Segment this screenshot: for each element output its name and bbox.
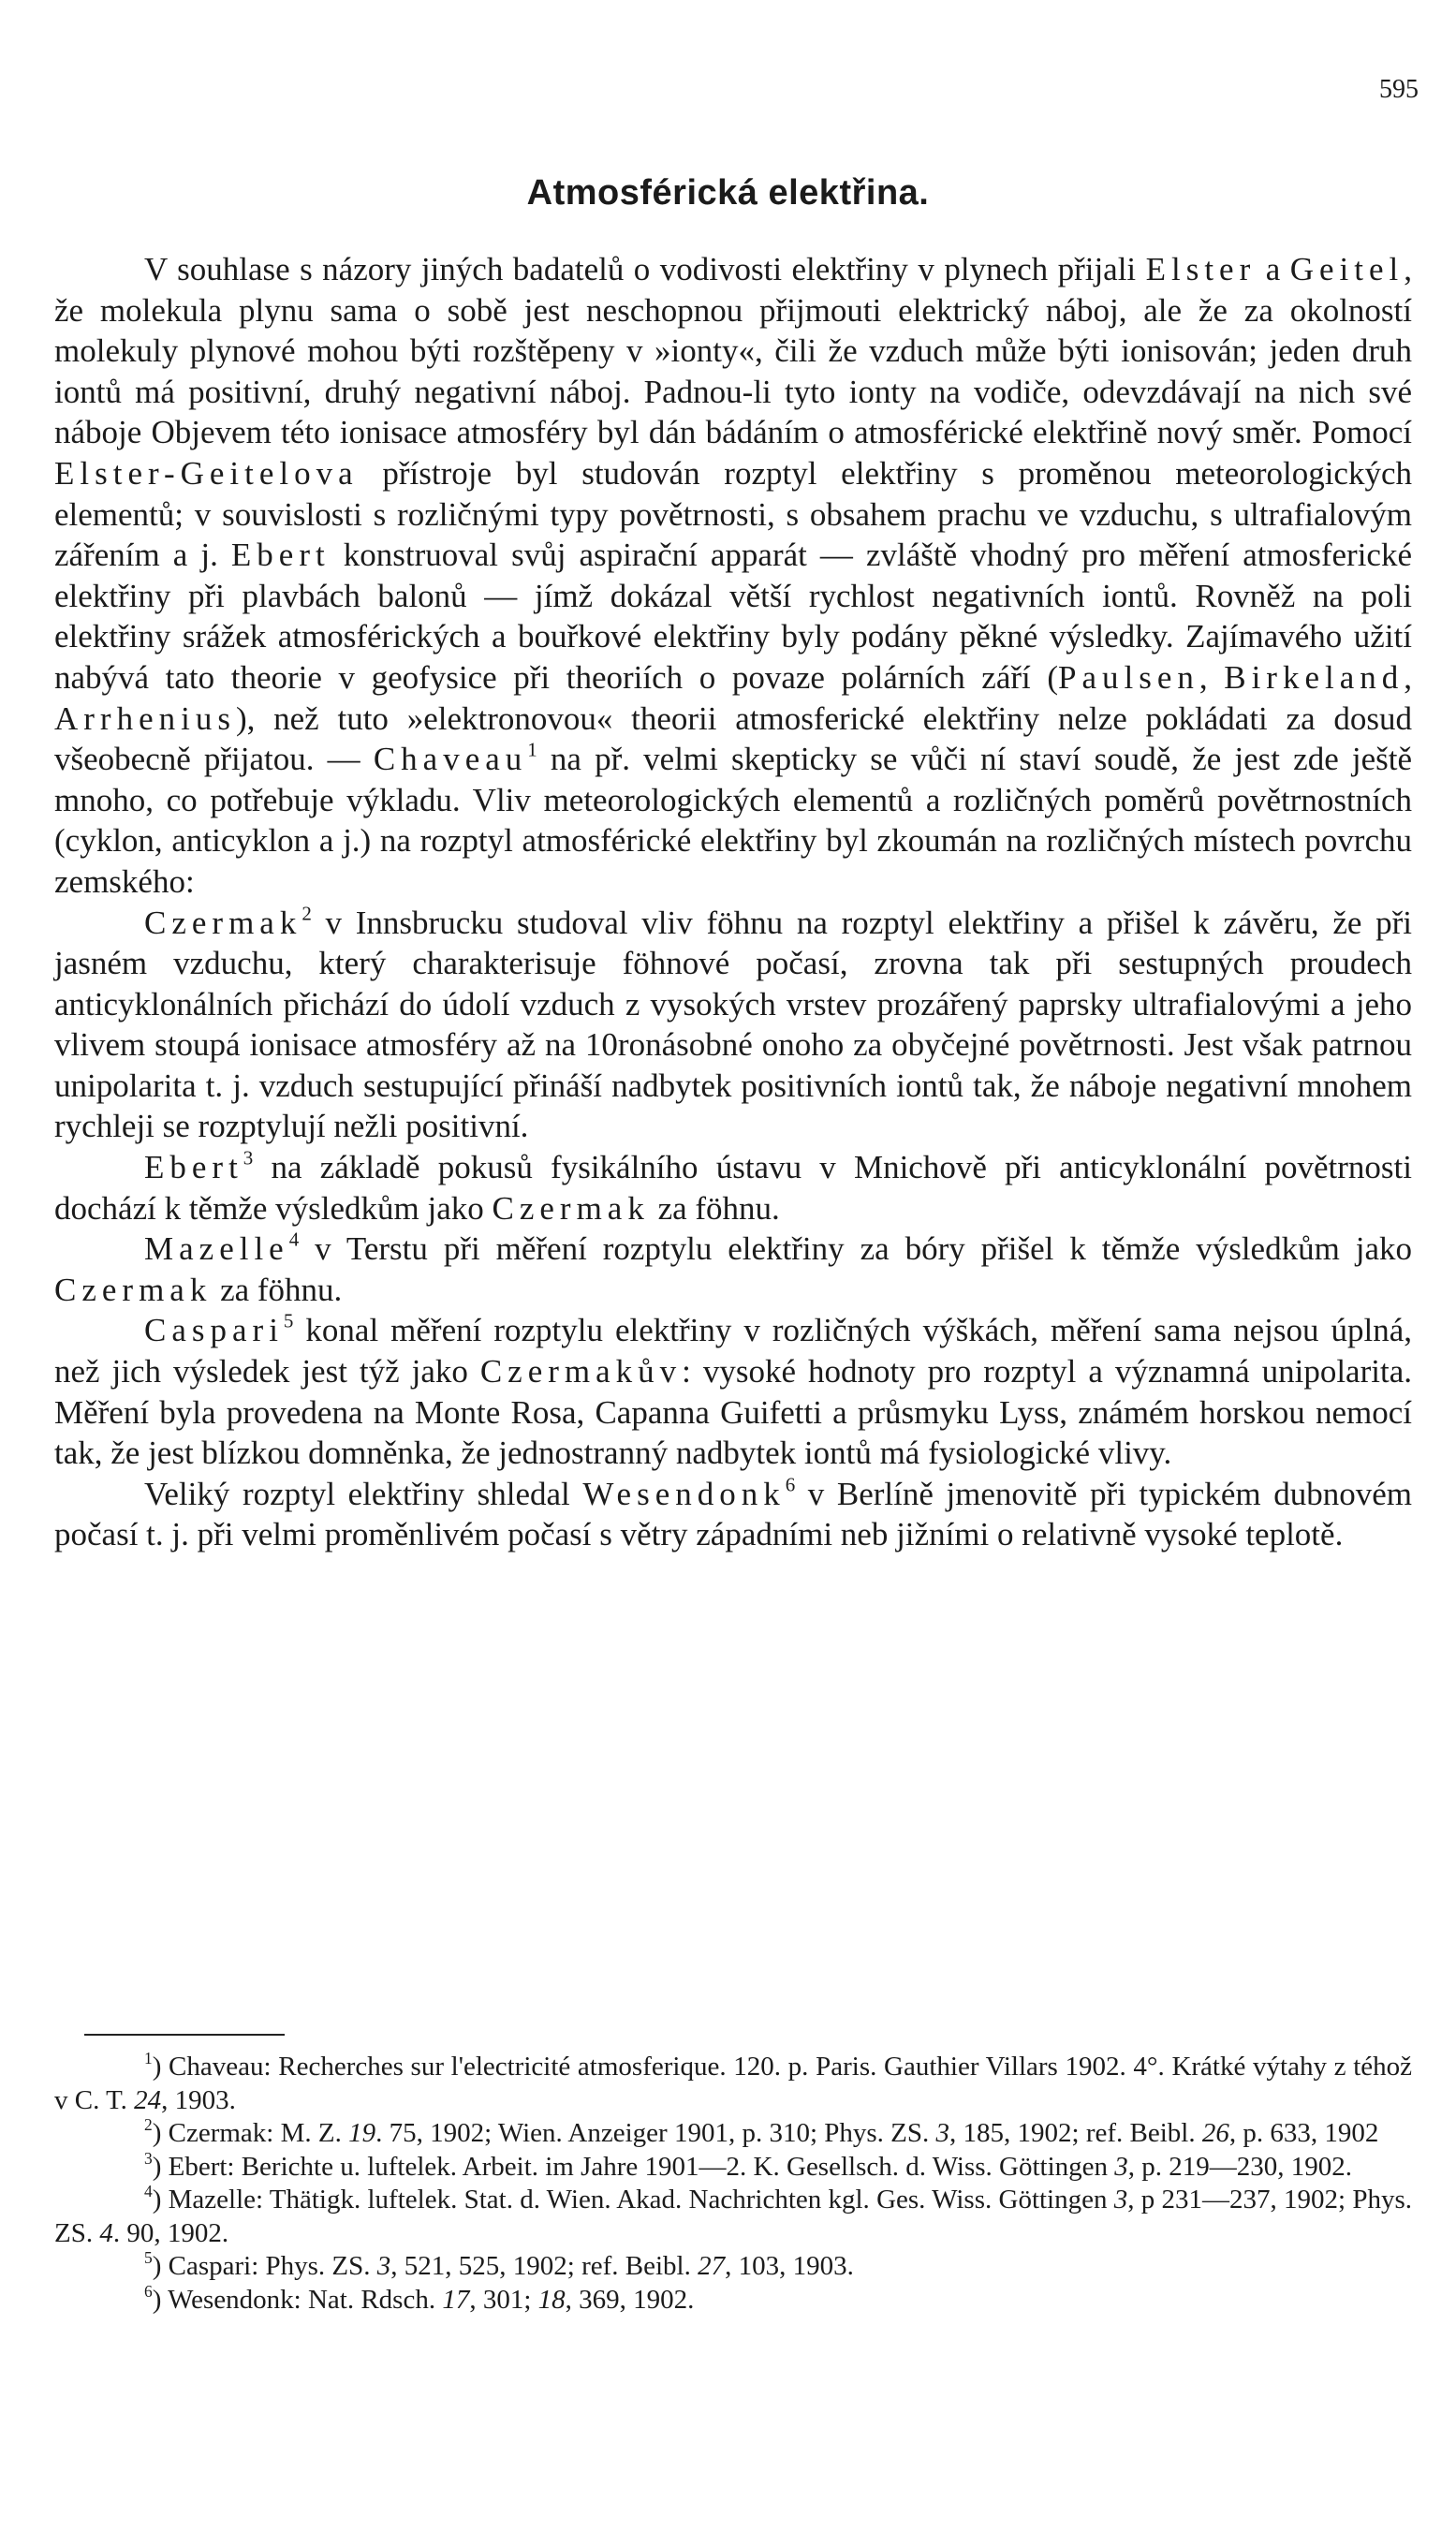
spaced-name: Elster-Geitelova: [54, 454, 359, 492]
page-number: 595: [1379, 75, 1419, 104]
spaced-name: Mazelle: [144, 1230, 289, 1268]
footnote-ref: 3: [144, 2148, 153, 2168]
text-run: ) Wesendonk: Nat. Rdsch.: [152, 2284, 443, 2315]
text-run: , že molekula plynu sama o sobě jest neschopnou přijmouti elektrický náboj, ale že za okolností molekuly plynové mohou býti rozštěpeny v »ionty«, čili že vzduch může býti ionisován; jeden druh iontů má positivní, druhý negativní náboj. Padnou-li tyto ionty na vodiče, odevzdávají na nich své náboje Objevem této ionisace atmosféry byl dán bádáním o atmosférické elektřině nový směr. Pomocí: [54, 251, 1412, 451]
text-run: Veliký rozptyl elektřiny shledal: [144, 1475, 583, 1512]
text-run: a: [1256, 251, 1290, 287]
footnote: [54, 2281, 1412, 2318]
text-run: . 90, 1902.: [112, 2217, 229, 2248]
body-paragraph: [54, 903, 1412, 1148]
body-paragraph: [54, 1310, 1412, 1473]
text-run: ) Ebert: Berichte u. luftelek. Arbeit. im Jahre 1901—2. K. Gesellsch. d. Wiss. Göttingen: [152, 2151, 1115, 2182]
spaced-name: Ebert: [144, 1149, 243, 1186]
footnote-divider: [84, 2034, 285, 2036]
footnote: [54, 2048, 1412, 2117]
spaced-name: Czermak: [492, 1189, 650, 1227]
spaced-name: Chaveau: [373, 741, 528, 778]
text-run: za föhnu.: [649, 1189, 780, 1227]
footnotes: [54, 2048, 1412, 2317]
text-run: na základě pokusů fysikálního ústavu v Mnichově při anticyklonální povětrnosti dochází k těmže výsledkům jako: [54, 1149, 1412, 1227]
text-run: , 521, 525, 1902; ref. Beibl.: [390, 2251, 699, 2281]
footnote-ref: 1: [527, 738, 537, 761]
footnote: [54, 2181, 1412, 2250]
spaced-name: Geitel: [1289, 251, 1405, 287]
footnote-ref: 3: [243, 1146, 254, 1170]
footnote-ref: 1: [144, 2048, 153, 2067]
text-run: , p. 633, 1902: [1228, 2118, 1379, 2148]
footnote-ref: 2: [301, 901, 312, 924]
text-run: , p 231—237, 1902; Phys. ZS.: [54, 2185, 1412, 2248]
body-paragraph: [54, 1229, 1412, 1310]
text-run: , 369, 1902.: [565, 2284, 695, 2315]
text-run: 3: [1113, 2185, 1128, 2215]
body-paragraph: [54, 1147, 1412, 1229]
footnote-ref: 4: [288, 1228, 300, 1251]
spaced-name: Czermakův: [479, 1353, 683, 1391]
text-run: ) Czermak: M. Z.: [152, 2118, 349, 2148]
footnote-ref: 5: [283, 1309, 294, 1332]
text-run: přístroje byl studován rozptyl elektřiny s proměnou meteorologických elementů; v souvislosti s rozličnými typy povětrnosti, s obsahem prachu ve vzduchu, s ultrafialovým zářením a j.: [54, 454, 1412, 574]
text-run: , 103, 1903.: [725, 2251, 854, 2281]
text-run: 4: [99, 2217, 113, 2248]
text-run: 3: [935, 2118, 950, 2148]
footnote: [54, 2114, 1412, 2151]
body-paragraph: [54, 249, 1412, 903]
text-run: . 75, 1902; Wien. Anzeiger 1901, p. 310; Phys. ZS.: [375, 2118, 936, 2148]
text-run: 24: [134, 2084, 162, 2115]
text-run: konal měření rozptylu elektřiny v rozličných výškách, měření sama nejsou úplná, než jich výsledek jest týž jako: [54, 1312, 1412, 1391]
text-run: ) Chaveau: Recherches sur l'electricité atmosferique. 120. p. Paris. Gauthier Villars 1902. 4°. Krátké výtahy z téhož v C. T.: [54, 2052, 1412, 2115]
spaced-name: Caspari: [144, 1312, 284, 1349]
footnote-ref: 4: [144, 2181, 153, 2200]
text-run: ,: [1404, 658, 1412, 696]
footnote-ref: 6: [144, 2281, 153, 2301]
text-run: 3: [1114, 2151, 1128, 2182]
spaced-name: Birkeland: [1224, 658, 1405, 696]
text-run: 3: [376, 2251, 391, 2281]
text-run: ) Mazelle: Thätigk. luftelek. Stat. d. Wien. Akad. Nachrichten kgl. Ges. Wiss. Göttingen: [152, 2185, 1114, 2215]
text-run: ,: [1199, 658, 1225, 696]
article-title: Atmosférická elektřina.: [526, 173, 930, 213]
text-run: 17: [442, 2284, 470, 2315]
text-run: za föhnu.: [212, 1271, 343, 1308]
article-body: [54, 249, 1412, 1555]
text-run: , p. 219—230, 1902.: [1127, 2151, 1353, 2182]
text-run: 26: [1201, 2118, 1229, 2148]
text-run: v Innsbrucku studoval vliv föhnu na rozptyl elektřiny a přišel k závěru, že při jasném vzduchu, který charakterisuje föhnové počasí, zrovna tak při sestupných proudech anticyklonálních přichází do údolí vzduch z vysokých vrstev prozářený paprsky ultrafialovými a jeho vlivem stoupá ionisace atmosféry až na 10ronásobné onoho za obyčejné povětrnosti. Jest však patrnou unipolarita t. j. vzduch sestupující přináší nadbytek positivních iontů tak, že náboje negativní mnohem rychleji se rozptylují nežli positivní.: [54, 904, 1412, 1145]
text-run: 27: [698, 2251, 726, 2281]
text-run: ), než tuto »elektronovou« theorii atmosferické elektřiny nelze pokládati za dosud všeobecně přijatou. —: [54, 699, 1412, 778]
text-run: v Terstu při měření rozptylu elektřiny za bóry přišel k těmže výsledkům jako: [299, 1230, 1412, 1268]
text-run: ) Caspari: Phys. ZS.: [152, 2251, 377, 2281]
text-run: , 1903.: [161, 2084, 236, 2115]
text-run: na př. velmi skepticky se vůči ní staví soudě, že jest zde ještě mnoho, co potřebuje výkladu. Vliv meteorologických elementů a rozličných poměrů povětrnostních (cyklon, anticyklon a j.) na rozptyl atmosférické elektřiny byl zkoumán na rozličných místech povrchu zemského:: [54, 741, 1413, 900]
text-run: konstruoval svůj aspirační apparát — zvláště vhodný pro měření atmosferické elektřiny při plavbách balonů — jímž dokázal větší rychlost negativních iontů. Rovněž na poli elektřiny srážek atmosférických a bouřkové elektřiny byly podány pěkné výsledky. Zajímavého užití nabývá tato theorie v geofysice při theoriích o povaze polárních září (: [54, 537, 1412, 696]
footnote-ref: 6: [785, 1473, 796, 1496]
spaced-name: Paulsen: [1057, 658, 1199, 696]
text-run: , 301;: [469, 2284, 538, 2315]
spaced-name: Ebert: [230, 537, 331, 574]
spaced-name: Czermak: [144, 904, 302, 941]
spaced-name: Wesendonk: [582, 1475, 786, 1512]
footnote: [54, 2148, 1412, 2185]
footnote-ref: 2: [144, 2114, 153, 2134]
footnote: [54, 2247, 1412, 2284]
spaced-name: Arrhenius: [54, 699, 236, 737]
spaced-name: Elster: [1145, 251, 1257, 287]
text-run: V souhlase s názory jiných badatelů o vodivosti elektřiny v plynech přijali: [144, 251, 1146, 287]
text-run: , 185, 1902; ref. Beibl.: [949, 2118, 1202, 2148]
spaced-name: Czermak: [54, 1271, 213, 1308]
text-run: v Berlíně jmenovitě při typickém dubnovém počasí t. j. při velmi proměnlivém počasí s větry západními neb jižními o relativně vysoké teplotě.: [54, 1475, 1412, 1553]
text-run: 19: [348, 2118, 376, 2148]
text-run: 18: [537, 2284, 566, 2315]
text-run: : vysoké hodnoty pro rozptyl a významná unipolarita. Měření byla provedena na Monte Rosa, Capanna Guifetti a průsmyku Lyss, známém horskou nemocí tak, že jest blízkou domněnka, že jednostranný nadbytek iontů má fysiologické vlivy.: [54, 1353, 1412, 1472]
body-paragraph: [54, 1474, 1412, 1555]
footnote-ref: 5: [144, 2247, 153, 2267]
